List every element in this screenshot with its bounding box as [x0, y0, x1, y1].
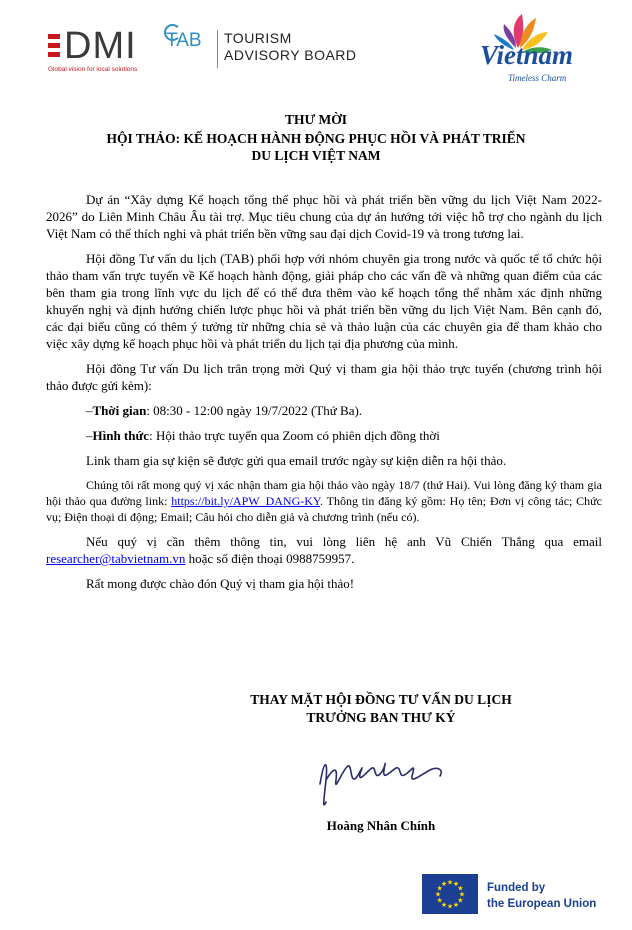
registration-details: . Thông tin đăng ký gồm: Họ tên; Đơn vị công tác; Chức vụ; Điện thoại di động; Email; Câu hỏi cho diễn giả và chương trình (nếu có).	[46, 494, 603, 524]
registration-text: Chúng tôi rất mong quý vị xác nhận tham gia hội thảo vào ngày 18/7 (thứ Hai). Vui lòng đăng ký tham gia hội thảo qua đường link:	[46, 478, 602, 508]
signature-title-line1: THAY MẶT HỘI ĐỒNG TƯ VẤN DU LỊCH	[250, 692, 512, 707]
paragraph-workshop: Hội đồng Tư vấn du lịch (TAB) phối hợp với nhóm chuyên gia trong nước và quốc tế tổ chức hội thảo tham vấn trực tuyến về Kế hoạch hành động, giải pháp cho các vấn đề và những quan điểm của các bên tham gia trong lĩnh vực du lịch để có thể đưa thêm vào kế hoạch tổng thể nhằm xác định những khuyến nghị và định hướng chiến lược phục hồi và phát triển bền vững du lịch Việt Nam. Bên cạnh đó, các đại biểu cũng có thêm ý tưởng từ những chia sẻ và thảo luận của các chuyên gia để tham khảo cho việc xây dựng kế hoạch phục hồi và phát triển du lịch tại địa phương của mình.	[46, 251, 602, 351]
eu-star-icon: ★	[446, 902, 454, 911]
eu-star-icon: ★	[457, 896, 464, 905]
eu-star-icon: ★	[434, 890, 442, 899]
eu-star-icon: ★	[457, 884, 464, 893]
vietnam-tagline: Timeless Charm	[508, 73, 567, 83]
tab-logo-text: TAB	[166, 30, 202, 51]
tab-board-line2: ADVISORY BOARD	[224, 47, 357, 63]
contact-email-link[interactable]: researcher@tabvietnam.vn	[46, 551, 186, 566]
time-value: : 08:30 - 12:00 ngày 19/7/2022 (Thứ Ba).	[146, 403, 363, 418]
paragraph-contact	[46, 533, 602, 567]
eu-star-icon: ★	[452, 900, 460, 909]
edmi-logo-bars	[48, 34, 60, 62]
paragraph-link-info: Link tham gia sự kiện sẽ được gửi qua email trước ngày sự kiện diễn ra hội thảo.	[86, 453, 507, 468]
eu-funding-line2: the European Union	[487, 898, 597, 910]
eu-star-icon: ★	[436, 896, 443, 905]
tab-board-name	[224, 30, 357, 64]
eu-funding-text	[487, 880, 596, 912]
handwritten-signature	[312, 740, 452, 812]
time-label: Thời gian	[92, 403, 147, 418]
tab-board-line1: TOURISM	[224, 30, 292, 46]
registration-link[interactable]: https://bit.ly/APW_DANG-KY	[171, 494, 321, 508]
contact-phone: hoặc số điện thoại 0988759957.	[185, 551, 355, 566]
eu-star-icon: ★	[440, 900, 448, 909]
tab-logo-divider	[217, 30, 218, 68]
signature-title-line2: TRƯỞNG BAN THƯ KÝ	[306, 710, 456, 725]
workshop-title-line2: DU LỊCH VIỆT NAM	[251, 148, 381, 163]
vietnam-logo-text: Vietnam	[480, 40, 574, 70]
eu-star-icon: ★	[458, 890, 466, 899]
paragraph-closing: Rất mong được chào đón Quý vị tham gia hội thảo!	[86, 576, 355, 591]
paragraph-invitation: Hội đồng Tư vấn Du lịch trân trọng mời Quý vị tham gia hội thảo trực tuyến (chương trình hội thảo được gửi kèm):	[46, 361, 602, 393]
paragraph-registration	[46, 477, 602, 525]
eu-star-icon: ★	[446, 878, 454, 887]
eu-star-icon: ★	[436, 884, 443, 893]
format-value: : Hội thảo trực tuyến qua Zoom có phiên dịch đồng thời	[149, 428, 440, 443]
paragraph-project: Dự án “Xây dựng Kế hoạch tổng thể phục hồi và phát triển bền vững du lịch Việt Nam 2022-2026” do Liên Minh Châu Âu tài trợ. Mục tiêu chung của dự án hướng tới việc hỗ trợ cho ngành du lịch Việt Nam có thể thích nghi và phát triển bền vững sau đại dịch Covid-19 và trong tương lai.	[46, 192, 602, 241]
eu-flag-icon	[422, 874, 478, 914]
tab-logo	[166, 30, 202, 52]
eu-stars	[422, 874, 478, 914]
eu-funding-line1: Funded by	[487, 882, 546, 894]
contact-text: Nếu quý vị cần thêm thông tin, vui lòng liên hệ anh Vũ Chiến Thắng qua email	[86, 534, 602, 549]
letter-heading: THƯ MỜI	[284, 112, 348, 127]
signatory-name: Hoàng Nhân Chính	[326, 818, 436, 833]
eu-star-icon: ★	[440, 880, 448, 889]
time-line: –Thời gian: 08:30 - 12:00 ngày 19/7/2022 (Thứ Ba).	[86, 403, 363, 418]
edmi-logo: DMI	[64, 25, 137, 67]
edmi-tagline: Global vision for local solutions	[48, 66, 138, 73]
format-label: Hình thức	[92, 428, 150, 443]
format-line: –Hình thức: Hội thảo trực tuyến qua Zoom có phiên dịch đồng thời	[86, 428, 440, 443]
workshop-title-line1: HỘI THẢO: KẾ HOẠCH HÀNH ĐỘNG PHỤC HỒI VÀ PHÁT TRIỂN	[106, 131, 526, 146]
eu-star-icon: ★	[452, 880, 460, 889]
tab-logo-arc-icon	[164, 24, 181, 41]
letter-body	[46, 191, 602, 600]
